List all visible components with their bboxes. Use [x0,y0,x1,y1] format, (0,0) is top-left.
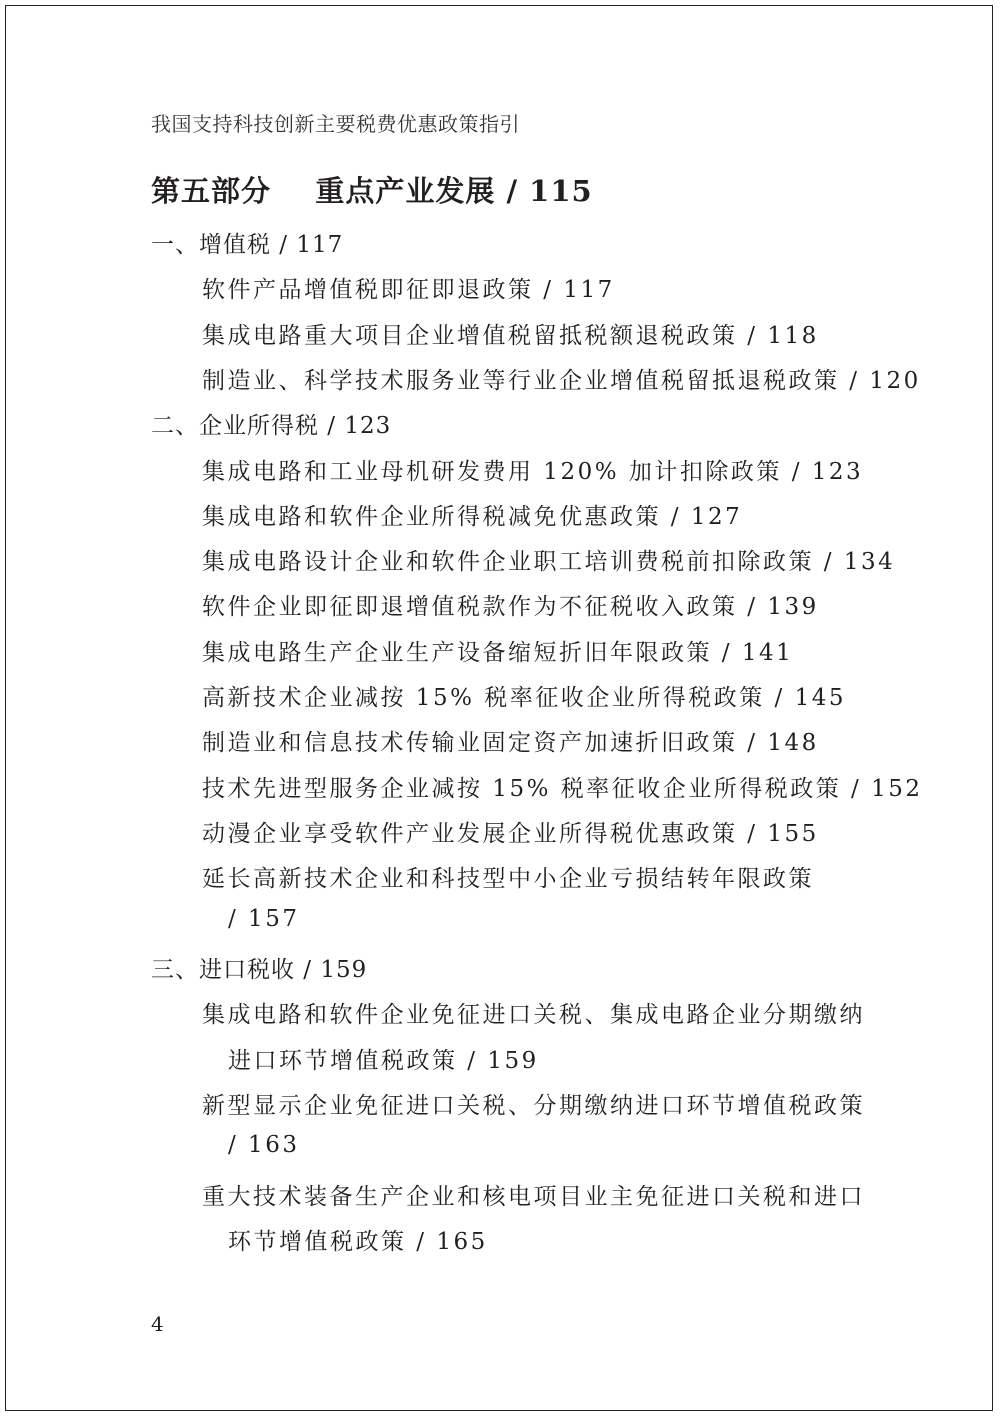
toc-entry[interactable]: 新型显示企业免征进口关税、分期缴纳进口环节增值税政策 [202,1093,865,1119]
toc-entry[interactable]: 集成电路重大项目企业增值税留抵税额退税政策 / 118 [202,323,819,349]
toc-entry[interactable]: 集成电路和工业母机研发费用 120% 加计扣除政策 / 123 [202,459,864,485]
toc-entry[interactable]: 制造业、科学技术服务业等行业企业增值税留抵退税政策 / 120 [202,368,921,394]
toc-section-import-tax[interactable]: 三、进口税收 / 159 [151,957,368,983]
toc-entry[interactable]: 集成电路和软件企业所得税减免优惠政策 / 127 [202,504,743,530]
toc-entry[interactable]: 重大技术装备生产企业和核电项目业主免征进口关税和进口 [202,1184,865,1210]
toc-entry-continuation[interactable]: 进口环节增值税政策 / 159 [228,1048,539,1074]
toc-section-corporate-income-tax[interactable]: 二、企业所得税 / 123 [151,413,392,439]
toc-entry-continuation[interactable]: / 163 [228,1132,300,1158]
toc-entry[interactable]: 制造业和信息技术传输业固定资产加速折旧政策 / 148 [202,730,819,756]
toc-entry-continuation[interactable]: / 157 [228,906,300,932]
toc-entry[interactable]: 集成电路生产企业生产设备缩短折旧年限政策 / 141 [202,640,794,666]
page-number: 4 [151,1312,164,1336]
toc-entry[interactable]: 集成电路和软件企业免征进口关税、集成电路企业分期缴纳 [202,1002,865,1028]
toc-entry-continuation[interactable]: 环节增值税政策 / 165 [228,1229,488,1255]
toc-entry[interactable]: 集成电路设计企业和软件企业职工培训费税前扣除政策 / 134 [202,549,896,575]
part-title[interactable]: 第五部分 重点产业发展 / 115 [151,174,593,208]
toc-entry[interactable]: 动漫企业享受软件产业发展企业所得税优惠政策 / 155 [202,821,819,847]
running-header: 我国支持科技创新主要税费优惠政策指引 [151,112,520,136]
toc-entry[interactable]: 高新技术企业减按 15% 税率征收企业所得税政策 / 145 [202,685,847,711]
toc-entry[interactable]: 延长高新技术企业和科技型中小企业亏损结转年限政策 [202,866,814,892]
toc-entry[interactable]: 软件产品增值税即征即退政策 / 117 [202,277,615,303]
toc-section-vat[interactable]: 一、增值税 / 117 [151,232,344,258]
toc-entry[interactable]: 技术先进型服务企业减按 15% 税率征收企业所得税政策 / 152 [202,776,923,802]
toc-entry[interactable]: 软件企业即征即退增值税款作为不征税收入政策 / 139 [202,594,819,620]
